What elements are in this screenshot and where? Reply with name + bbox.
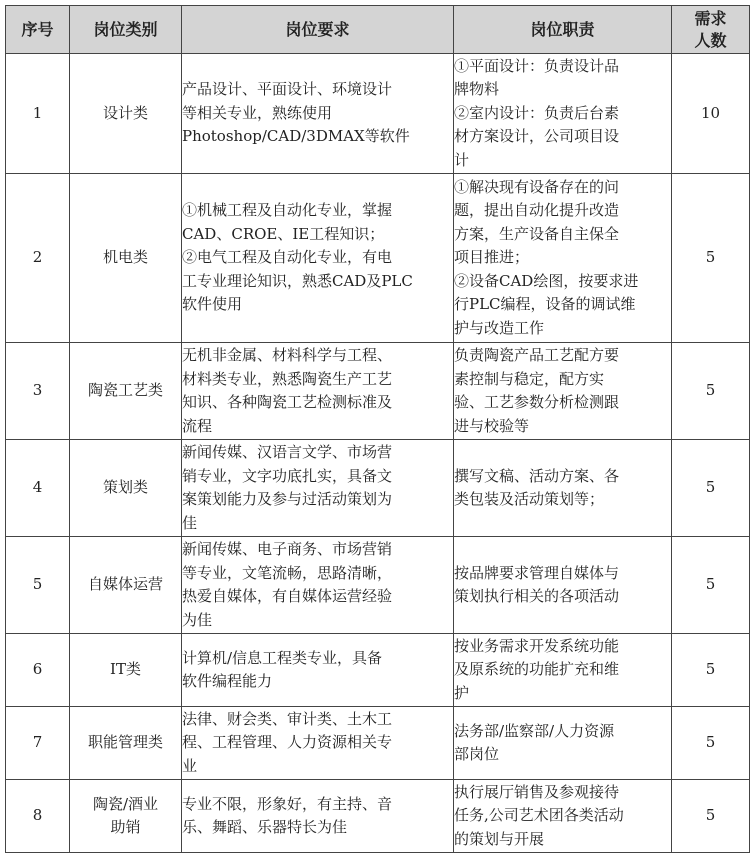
row-number: 2 xyxy=(6,174,70,343)
table-row xyxy=(6,707,750,780)
job-requirements: 专业不限，形象好，有主持、音 乐、舞蹈、乐器特长为佳 xyxy=(182,780,454,853)
header-duties: 岗位职责 xyxy=(454,6,672,54)
table-row xyxy=(6,440,750,537)
row-number: 8 xyxy=(6,780,70,853)
row-number: 6 xyxy=(6,634,70,707)
table-row xyxy=(6,537,750,634)
header-count: 需求 人数 xyxy=(672,6,750,54)
header-row xyxy=(6,6,750,54)
job-requirements: 新闻传媒、电子商务、市场营销 等专业，文笔流畅，思路清晰， 热爱自媒体，有自媒体运营经验 为佳 xyxy=(182,537,454,634)
table-row xyxy=(6,54,750,174)
job-category: 陶瓷工艺类 xyxy=(70,343,182,440)
table-row xyxy=(6,174,750,343)
job-duties: 执行展厅销售及参观接待 任务,公司艺术团各类活动 的策划与开展 xyxy=(454,780,672,853)
headcount: 5 xyxy=(672,780,750,853)
job-category: 设计类 xyxy=(70,54,182,174)
row-number: 7 xyxy=(6,707,70,780)
job-requirements: 计算机/信息工程类专业，具备 软件编程能力 xyxy=(182,634,454,707)
row-number: 3 xyxy=(6,343,70,440)
job-duties: 负责陶瓷产品工艺配方要 素控制与稳定，配方实 验、工艺参数分析检测跟 进与校验等 xyxy=(454,343,672,440)
headcount: 5 xyxy=(672,707,750,780)
job-category: 策划类 xyxy=(70,440,182,537)
row-number: 4 xyxy=(6,440,70,537)
headcount: 10 xyxy=(672,54,750,174)
recruitment-table xyxy=(5,5,750,853)
job-duties: 按品牌要求管理自媒体与 策划执行相关的各项活动 xyxy=(454,537,672,634)
headcount: 5 xyxy=(672,634,750,707)
job-duties: ①平面设计：负责设计品 牌物料 ②室内设计：负责后台素 材方案设计，公司项目设 计 xyxy=(454,54,672,174)
headcount: 5 xyxy=(672,343,750,440)
job-category: 职能管理类 xyxy=(70,707,182,780)
job-requirements: 无机非金属、材料科学与工程、 材料类专业，熟悉陶瓷生产工艺 知识、各种陶瓷工艺检测标准及 流程 xyxy=(182,343,454,440)
job-duties: ①解决现有设备存在的问 题，提出自动化提升改造 方案，生产设备自主保全 项目推进； ②设备CAD绘图，按要求进 行PLC编程，设备的调试维 护与改造工作 xyxy=(454,174,672,343)
headcount: 5 xyxy=(672,174,750,343)
row-number: 5 xyxy=(6,537,70,634)
header-requirements: 岗位要求 xyxy=(182,6,454,54)
job-category: 机电类 xyxy=(70,174,182,343)
job-duties: 法务部/监察部/人力资源 部岗位 xyxy=(454,707,672,780)
table-row xyxy=(6,780,750,853)
job-category: IT类 xyxy=(70,634,182,707)
row-number: 1 xyxy=(6,54,70,174)
table-row xyxy=(6,634,750,707)
headcount: 5 xyxy=(672,440,750,537)
header-num: 序号 xyxy=(6,6,70,54)
header-category: 岗位类别 xyxy=(70,6,182,54)
job-duties: 撰写文稿、活动方案、各 类包装及活动策划等； xyxy=(454,440,672,537)
headcount: 5 xyxy=(672,537,750,634)
job-requirements: 法律、财会类、审计类、土木工 程、工程管理、人力资源相关专 业 xyxy=(182,707,454,780)
job-category: 自媒体运营 xyxy=(70,537,182,634)
table-row xyxy=(6,343,750,440)
job-requirements: 新闻传媒、汉语言文学、市场营 销专业，文字功底扎实，具备文 案策划能力及参与过活动策划为 佳 xyxy=(182,440,454,537)
job-requirements: ①机械工程及自动化专业，掌握 CAD、CROE、IE工程知识； ②电气工程及自动化专业，有电 工专业理论知识，熟悉CAD及PLC 软件使用 xyxy=(182,174,454,343)
job-category: 陶瓷/酒业 助销 xyxy=(70,780,182,853)
job-duties: 按业务需求开发系统功能 及原系统的功能扩充和维 护 xyxy=(454,634,672,707)
job-requirements: 产品设计、平面设计、环境设计 等相关专业，熟练使用 Photoshop/CAD/3DMAX等软件 xyxy=(182,54,454,174)
